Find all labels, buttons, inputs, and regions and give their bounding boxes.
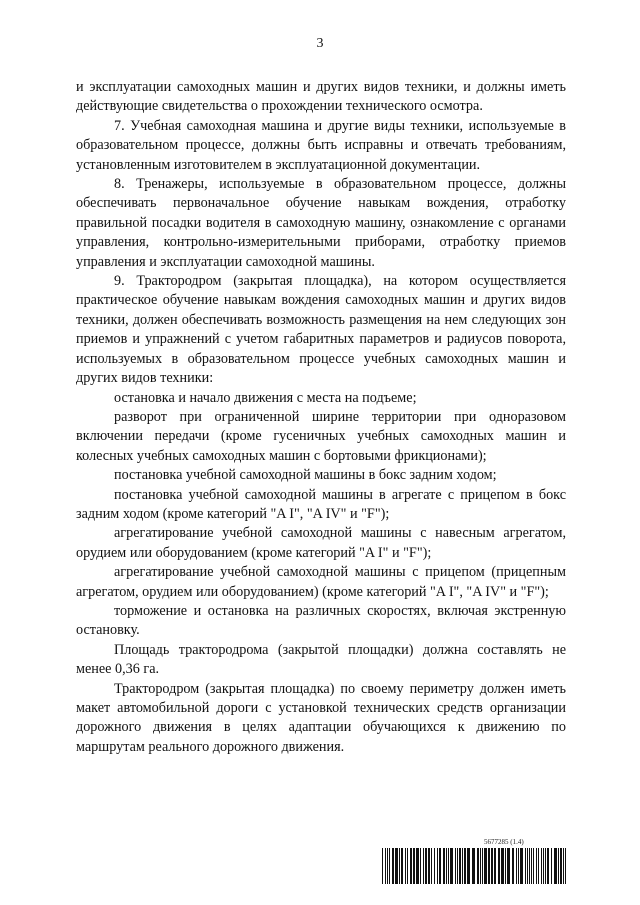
list-item-u-turn: разворот при ограниченной ширине территории при одноразовом включении передачи (кроме гусеничных учебных самоходных машин и колесных учебных самоходных машин с бортовыми фрикционами); [76,408,566,464]
paragraph-item-9: 9. Трактородром (закрытая площадка), на котором осуществляется практическое обучение навыкам вождения самоходных машин и других видов техники, должен обеспечивать возможность размещения на нем следующих зон приемов и упражнений с учетом габаритных параметров и радиусов поворота, используемых в образовательном процессе учебных самоходных машин и других видов техники: [76,273,566,387]
paragraph-item-8: 8. Тренажеры, используемые в образовательном процессе, должны обеспечивать первоначальное обучение навыкам вождения, отработку правильной посадки водителя в самоходную машину, ознакомление с органами управления, контрольно-измерительными приборами, отработку приемов управления и эксплуатации самоходной машины. [76,176,566,270]
list-item-mounted-implement: агрегатирование учебной самоходной машины с навесным агрегатом, орудием или оборудованием (кроме категорий "A I" и "F"); [76,525,566,561]
list-item-uphill-start: остановка и начало движения с места на подъеме; [114,389,417,406]
list-item-reverse-parking-trailer: постановка учебной самоходной машины в агрегате с прицепом в бокс задним ходом (кроме категорий "A I", "A IV" и "F"); [76,486,566,522]
page-number: 3 [316,36,324,51]
barcode-icon [382,848,566,884]
document-code: 5677285 (1.4) [484,838,524,846]
paragraph-area: Площадь трактородрома (закрытой площадки) должна составлять не менее 0,36 га. [76,641,566,678]
paragraph-continuation: и эксплуатации самоходных машин и других видов техники, и должны иметь действующие свидетельства о прохождении технического осмотра. [76,79,566,115]
list-item-trailer-coupling: агрегатирование учебной самоходной машины с прицепом (прицепным агрегатом, орудием или оборудованием) (кроме категорий "A I", "A IV" и "F"); [76,564,566,600]
paragraph-road-layout: Трактородром (закрытая площадка) по своему периметру должен иметь макет автомобильной дороги с установкой технических средств организации дорожного движения в целях адаптации обучающихся к движению по маршрутам реального дорожного движения. [76,680,566,755]
list-item-reverse-parking: постановка учебной самоходной машины в бокс задним ходом; [114,467,497,484]
paragraph-item-7: 7. Учебная самоходная машина и другие виды техники, используемые в образовательном процессе, должны быть исправны и отвечать требованиям, установленным изготовителем в эксплуатационной документации. [76,117,566,173]
document-body [76,78,566,757]
list-item-braking: торможение и остановка на различных скоростях, включая экстренную остановку. [76,602,566,639]
